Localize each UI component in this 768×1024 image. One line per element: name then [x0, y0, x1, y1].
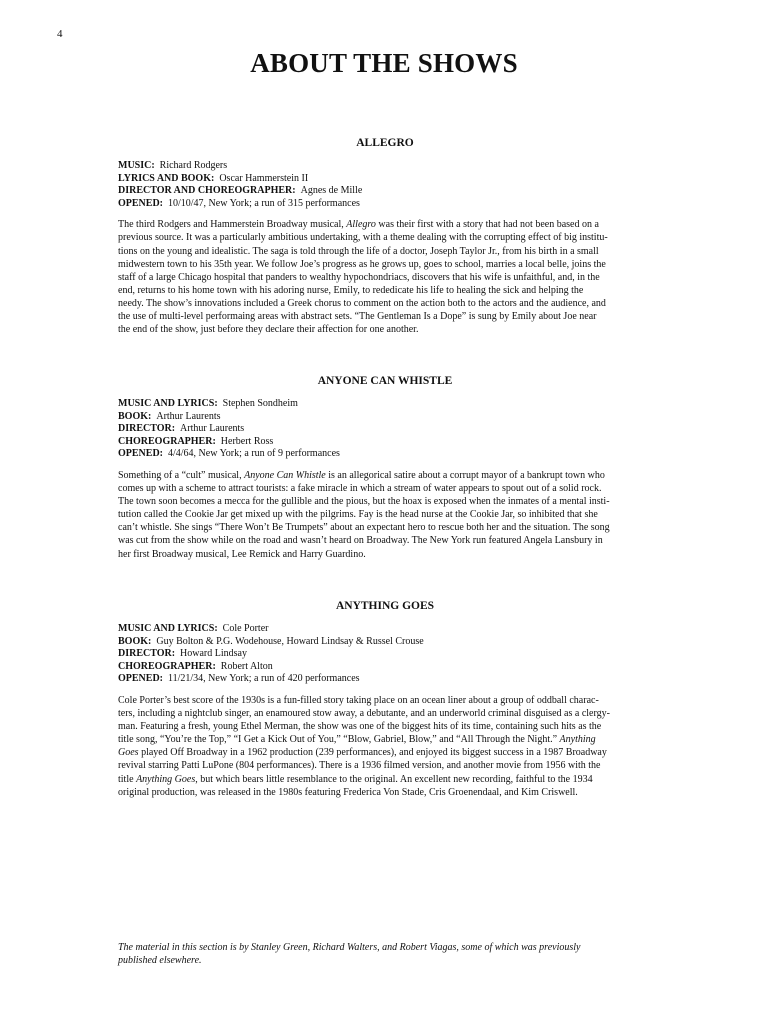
credit-value: Arthur Laurents — [156, 410, 221, 422]
credit-value: Richard Rodgers — [159, 160, 228, 171]
credit-value: 11/21/34, New York; a run of 420 performances — [168, 673, 360, 685]
credit-line — [118, 160, 652, 173]
description-line: was cut from the show while on the road and wasn’t heard on Broadway. The New York run featured Angela Lansbury in — [118, 535, 603, 547]
description-line: tions on the young and idealistic. The saga is told through the life of a doctor, Joseph Taylor Jr., from his birth in a small — [118, 245, 599, 257]
footnote-line: The material in this section is by Stanley Green, Richard Walters, and Robert Viagas, some of which was previously — [118, 942, 581, 953]
credit-line — [118, 673, 652, 686]
show-title-italic: Anything Goes — [136, 773, 196, 785]
description-line: needy. The show’s innovations included a Greek chorus to comment on the action both to the actors and the audience, and — [118, 297, 606, 309]
credit-value: 4/4/64, New York; a run of 9 performances — [168, 448, 340, 460]
credit-line — [118, 448, 652, 461]
credit-value: Stephen Sondheim — [222, 398, 298, 409]
credit-line — [118, 411, 652, 424]
description-line: midwestern town to his 35th year. We follow Joe’s progress as he grows up, goes to school, marries a local belle, joins the — [118, 258, 606, 270]
show-title-italic: Anything — [559, 734, 596, 746]
credit-value: Robert Alton — [220, 660, 273, 672]
description-line: previous source. It was a particularly ambitious undertaking, with a theme dealing with the corrupting effect of big institu- — [118, 232, 608, 244]
description-line: ters, including a nightclub singer, an enamoured stow away, a debutante, and an underworld criminal disguised as a clergy- — [118, 708, 610, 720]
credit-value: 10/10/47, New York; a run of 315 performances — [168, 197, 360, 209]
description-line: end, returns to his home town with his adoring nurse, Emily, to rededicate his life to healing the sick and helping the — [118, 284, 584, 296]
description-line: original production, was released in the 1980s featuring Frederica Von Stade, Cris Groenendaal, and Kim Criswell. — [118, 786, 578, 798]
credit-line — [118, 648, 652, 661]
credit-line — [118, 398, 652, 411]
credit-value: Herbert Ross — [220, 435, 274, 447]
credit-label: MUSIC: — [118, 160, 155, 171]
show-title-italic: Allegro — [346, 219, 376, 231]
description-line: The town soon becomes a mecca for the gullible and the pious, but the hoax is exposed when the inmates of a mental insti- — [118, 496, 610, 508]
description-paragraph — [118, 218, 652, 336]
credit-line — [118, 185, 652, 198]
credit-value: Oscar Hammerstein II — [219, 172, 309, 184]
description-line: revival starring Patti LuPone (804 performances). There is a 1936 filmed version, and another movie from 1956 with the — [118, 760, 601, 772]
credit-line — [118, 661, 652, 674]
credit-label: BOOK: — [118, 635, 152, 647]
description-line: can’t whistle. She sings “There Won’t Be Trumpets” about an expectant hero to rescue both her and the situation. The song — [118, 522, 610, 534]
credit-line — [118, 636, 652, 649]
credit-label: MUSIC AND LYRICS: — [118, 398, 218, 409]
credit-line — [118, 173, 652, 186]
credit-label: CHOREOGRAPHER: — [118, 435, 216, 447]
description-paragraph — [118, 694, 652, 799]
page-number: 4 — [57, 28, 63, 40]
page-title: ABOUT THE SHOWS — [250, 48, 518, 78]
description-line: title song, “You’re the Top,” “I Get a Kick Out of You,” “Blow, Gabriel, Blow,” and “All Through the Night.” Anything — [118, 734, 596, 746]
credit-label: CHOREOGRAPHER: — [118, 660, 216, 672]
credit-line — [118, 436, 652, 449]
description-line: The third Rodgers and Hammerstein Broadway musical, Allegro was their first with a story that had not been based on a — [118, 219, 599, 231]
credit-value: Agnes de Mille — [300, 185, 363, 197]
section-anything-goes — [118, 600, 652, 799]
credit-label: BOOK: — [118, 410, 152, 422]
description-line: the use of multi-level performaing areas with abstract sets. “The Gentleman Is a Dope” is sung by Emily about Joe near — [118, 311, 597, 323]
description-line: man. Featuring a fresh, young Ethel Merman, the show was one of the biggest hits of its time, containing such hits as the — [118, 721, 602, 733]
show-title-italic: Goes — [118, 747, 139, 759]
credit-label: DIRECTOR: — [118, 648, 176, 660]
section-heading: ANYTHING GOES — [335, 600, 435, 612]
credit-label: OPENED: — [118, 197, 163, 209]
description-line: the end of the show, just before they declare their affection for one another. — [118, 324, 419, 336]
credits-list — [118, 398, 652, 461]
description-line: title Anything Goes, but which bears little resemblance to the original. An excellent new recording, faithful to the 1934 — [118, 773, 593, 785]
credit-label: LYRICS AND BOOK: — [118, 172, 215, 184]
description-line: tution called the Cookie Jar get mixed up with the pilgrims. Fay is the head nurse at the Cookie Jar, so inhibited that she — [118, 509, 598, 521]
credit-line — [118, 198, 652, 211]
show-title-italic: Anyone Can Whistle — [244, 469, 326, 481]
credit-value: Arthur Laurents — [180, 423, 245, 435]
description-line: her first Broadway musical, Lee Remick and Harry Guardino. — [118, 548, 366, 560]
section-allegro — [118, 137, 652, 336]
credit-label: DIRECTOR AND CHOREOGRAPHER: — [118, 185, 296, 197]
credit-value: Howard Lindsay — [180, 648, 247, 660]
description-line: Goes played Off Broadway in a 1962 production (239 performances), and enjoyed its biggest success in a 1987 Broadway — [118, 747, 607, 759]
credit-line — [118, 623, 652, 636]
credit-label: DIRECTOR: — [118, 423, 176, 435]
footnote-line: published elsewhere. — [118, 955, 202, 966]
credits-list — [118, 623, 652, 686]
credits-list — [118, 160, 652, 210]
credit-value: Guy Bolton & P.G. Wodehouse, Howard Lindsay & Russel Crouse — [156, 635, 424, 647]
description-line: staff of a large Chicago hospital that panders to wealthy hypochondriacs, discovers that his wife is unfaithful, and, in the — [118, 271, 600, 283]
description-line: Cole Porter’s best score of the 1930s is a fun-filled story taking place on an ocean liner about a group of oddball charac- — [118, 694, 599, 706]
description-paragraph — [118, 469, 652, 561]
credit-label: MUSIC AND LYRICS: — [118, 623, 218, 634]
description-line: Something of a “cult” musical, Anyone Can Whistle is an allegorical satire about a corrupt mayor of a bankrupt town who — [118, 469, 605, 481]
credit-line — [118, 423, 652, 436]
section-anyone-can-whistle — [118, 375, 652, 561]
credit-label: OPENED: — [118, 448, 163, 460]
credit-label: OPENED: — [118, 673, 163, 685]
section-heading: ANYONE CAN WHISTLE — [317, 375, 453, 387]
footnote — [118, 941, 648, 967]
section-heading: ALLEGRO — [356, 137, 414, 149]
credit-value: Cole Porter — [222, 623, 269, 634]
description-line: comes up with a scheme to attract tourists: a fake miracle in which a stream of water appears to spout out of a solid rock. — [118, 483, 602, 495]
